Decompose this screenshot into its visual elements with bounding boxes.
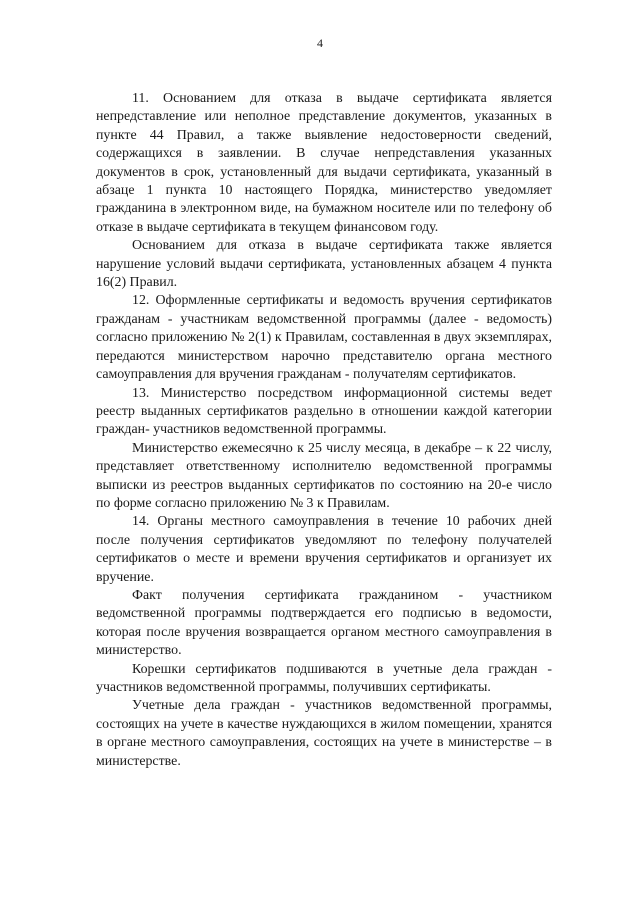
paragraph-14-stubs: Корешки сертификатов подшиваются в учетные дела граждан - участников ведомственной программы, получивших сертификаты.: [96, 661, 552, 695]
paragraph-14-receipt-fact: Факт получения сертификата гражданином - участником ведомственной программы подтверждается его подписью в ведомости, которая после вручения возвращается органом местного самоуправления в министерство.: [96, 587, 552, 659]
paragraph-14-records: Учетные дела граждан - участников ведомственной программы, состоящих на учете в качестве нуждающихся в жилом помещении, хранятся в органе местного самоуправления, состоящих на учете в министерстве – в министерстве.: [96, 698, 552, 769]
document-body: [96, 90, 552, 771]
paragraph-13: 13. Министерство посредством информационной системы ведет реестр выданных сертификатов раздельно в отношении каждой категории граждан- участников ведомственной программы.: [96, 385, 552, 438]
paragraph-11-refusal-grounds: Основанием для отказа в выдаче сертификата также является нарушение условий выдачи сертификата, установленных абзацем 4 пункта 16(2) Правил.: [96, 238, 552, 291]
paragraph-11: 11. Основанием для отказа в выдаче сертификата является непредставление или неполное представление документов, указанных в пункте 44 Правил, а также выявление недостоверности сведений, содержащихся в заявлении. В случае непредставления указанных документов в срок, установленный для выдачи сертификата, указанный в абзаце 1 пункта 10 настоящего Порядка, министерство уведомляет гражданина в электронном виде, на бумажном носителе или по телефону об отказе в выдаче сертификата в текущем финансовом году.: [96, 91, 552, 235]
page-number: 4: [317, 36, 323, 50]
paragraph-14: 14. Органы местного самоуправления в течение 10 рабочих дней после получения сертификатов уведомляют по телефону получателей сертификатов о месте и времени вручения сертификатов и организует их вручение.: [96, 514, 552, 585]
paragraph-13-monthly-report: Министерство ежемесячно к 25 числу месяца, в декабре – к 22 числу, представляет ответственному исполнителю ведомственной программы выписки из реестров выданных сертификатов по состоянию на 20-е число по форме согласно приложению № 3 к Правилам.: [96, 440, 552, 511]
paragraph-12: 12. Оформленные сертификаты и ведомость вручения сертификатов гражданам - участникам ведомственной программы (далее - ведомость) согласно приложению № 2(1) к Правилам, составленная в двух экземплярах, передаются министерством нарочно представителю органа местного самоуправления для вручения гражданам - получателям сертификатов.: [96, 293, 552, 383]
